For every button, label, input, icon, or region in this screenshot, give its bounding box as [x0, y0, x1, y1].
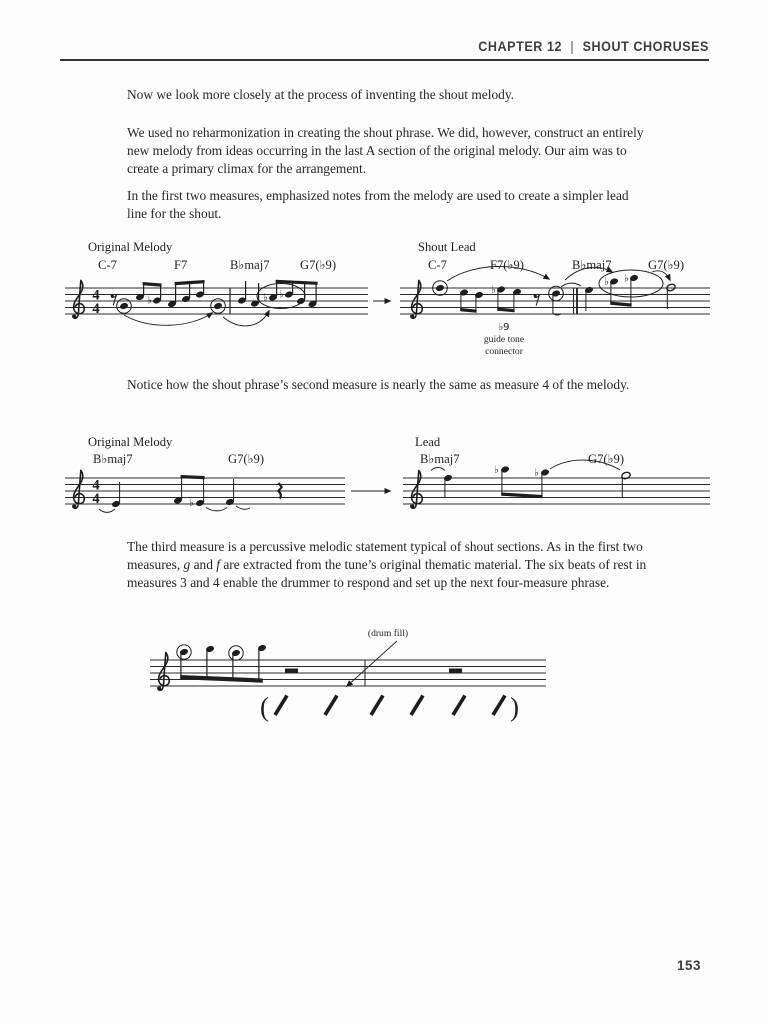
flat-accidental: ♭: [534, 467, 539, 479]
chord-label: B♭maj7: [420, 452, 460, 466]
chord-label: G7(♭9): [588, 452, 625, 466]
guide-tone-annotation: [484, 322, 524, 357]
chord-label: B♭maj7: [230, 258, 270, 272]
chord-label: G7(♭9): [228, 452, 265, 466]
text-run: and: [190, 556, 217, 572]
chord-label: C-7: [98, 258, 117, 272]
time-signature-bottom: 4: [92, 301, 100, 317]
chord-label: G7(♭9): [648, 258, 685, 272]
paragraph-intro: Now we look more closely at the process of inventing the shout melody.: [127, 87, 515, 102]
flat-accidental: ♭: [147, 294, 152, 307]
paragraph-first-measures: In the first two measures, emphasized notes from the melody are used to create a simpler lead line for the shout.: [127, 188, 629, 221]
paragraph-third-measure: [127, 538, 651, 592]
example1-right-chords: [428, 258, 684, 272]
chapter-label: CHAPTER 12: [478, 39, 563, 54]
annotation-line: connector: [485, 346, 523, 357]
flat-accidental: ♭: [491, 284, 496, 296]
music-example-3: [100, 618, 620, 728]
beat-slash: [453, 696, 465, 716]
staff-lines: [150, 660, 546, 686]
music-example-2: [60, 432, 712, 518]
tie-curve: [206, 508, 227, 511]
text-run: are extracted from the tune’s original thematic material. The six beats of rest in measures 3 and 4 enable the drummer to respond and set up the next four-measure phrase.: [127, 556, 647, 590]
page-header: [105, 39, 709, 54]
time-signature-bottom: 4: [92, 491, 100, 507]
beat-slash: [275, 696, 287, 716]
tie-curve: [99, 509, 115, 512]
tie-curve: [431, 468, 445, 471]
example1-left-notes: [111, 280, 318, 326]
staff-lines-left: [65, 288, 368, 314]
half-rest: [449, 669, 462, 674]
example2-left-notes: [99, 475, 282, 512]
flat-accidental: ♭: [494, 464, 499, 476]
staff-lines-left: [65, 478, 345, 504]
annotation-line: guide tone: [483, 334, 525, 345]
treble-clef-icon: [411, 471, 422, 509]
chord-label: B♭maj7: [572, 258, 612, 272]
flat-accidental: ♭: [189, 497, 194, 509]
example1-left-chords: [98, 258, 336, 272]
annotation-line: ♭9: [498, 322, 510, 333]
text-run: The third measure is a percussive melodic statement typical of shout sections. As in the first two measures,: [127, 539, 643, 572]
chord-label: F7: [174, 258, 188, 272]
beat-slash: [493, 696, 505, 716]
note-name-g: g: [183, 556, 191, 572]
tie-curve: [236, 506, 250, 509]
close-paren: ): [510, 692, 519, 722]
beat-slash: [325, 696, 337, 716]
header-divider: |: [570, 39, 575, 54]
open-paren: (: [260, 692, 269, 722]
chord-label: B♭maj7: [93, 452, 133, 466]
chord-label: C-7: [428, 258, 447, 272]
chord-label: F7(♭9): [490, 258, 524, 272]
staff-lines-right: [403, 478, 710, 504]
flat-accidental: ♭: [624, 272, 629, 285]
header-rule: [60, 59, 709, 61]
flat-accidental: ♭: [279, 288, 284, 301]
treble-clef-icon: [73, 281, 84, 319]
note-name-f: f: [216, 556, 220, 572]
example1-left-label: Original Melody: [88, 240, 173, 254]
eighth-rest-icon: [534, 294, 540, 305]
connection-arrow: [124, 313, 212, 325]
music-example-1: [60, 236, 712, 362]
beat-slash: [411, 696, 423, 716]
flat-accidental: ♭: [263, 291, 268, 304]
eighth-rest-icon: [111, 294, 117, 305]
drum-fill-annotation: (drum fill): [367, 628, 409, 639]
paragraph-reharmonization: We used no reharmonization in creating the shout phrase. We did, however, construct an entirely new melody from ideas occurring in the last A section of the original melody. Our aim was to create a primary climax for the arrangement.: [127, 125, 644, 176]
chord-label: G7(♭9): [300, 258, 337, 272]
paragraph-notice: Notice how the shout phrase’s second measure is nearly the same as measure 4 of the melody.: [127, 377, 630, 392]
treble-clef-icon: [158, 653, 169, 691]
slash-notation: [260, 692, 519, 722]
example2-right-label: Lead: [415, 435, 441, 449]
example2-left-label: Original Melody: [88, 435, 173, 449]
time-signature-top: 4: [92, 477, 100, 494]
example1-right-label: Shout Lead: [418, 240, 476, 254]
page-number: 153: [676, 958, 701, 973]
flat-accidental: ♭: [604, 276, 609, 288]
tie-curve: [561, 283, 581, 287]
treble-clef-icon: [411, 281, 422, 319]
chapter-title: SHOUT CHORUSES: [582, 39, 709, 54]
treble-clef-icon: [73, 471, 84, 509]
beat-slash: [371, 696, 383, 716]
time-signature-top: 4: [92, 287, 100, 304]
half-rest: [285, 669, 298, 674]
